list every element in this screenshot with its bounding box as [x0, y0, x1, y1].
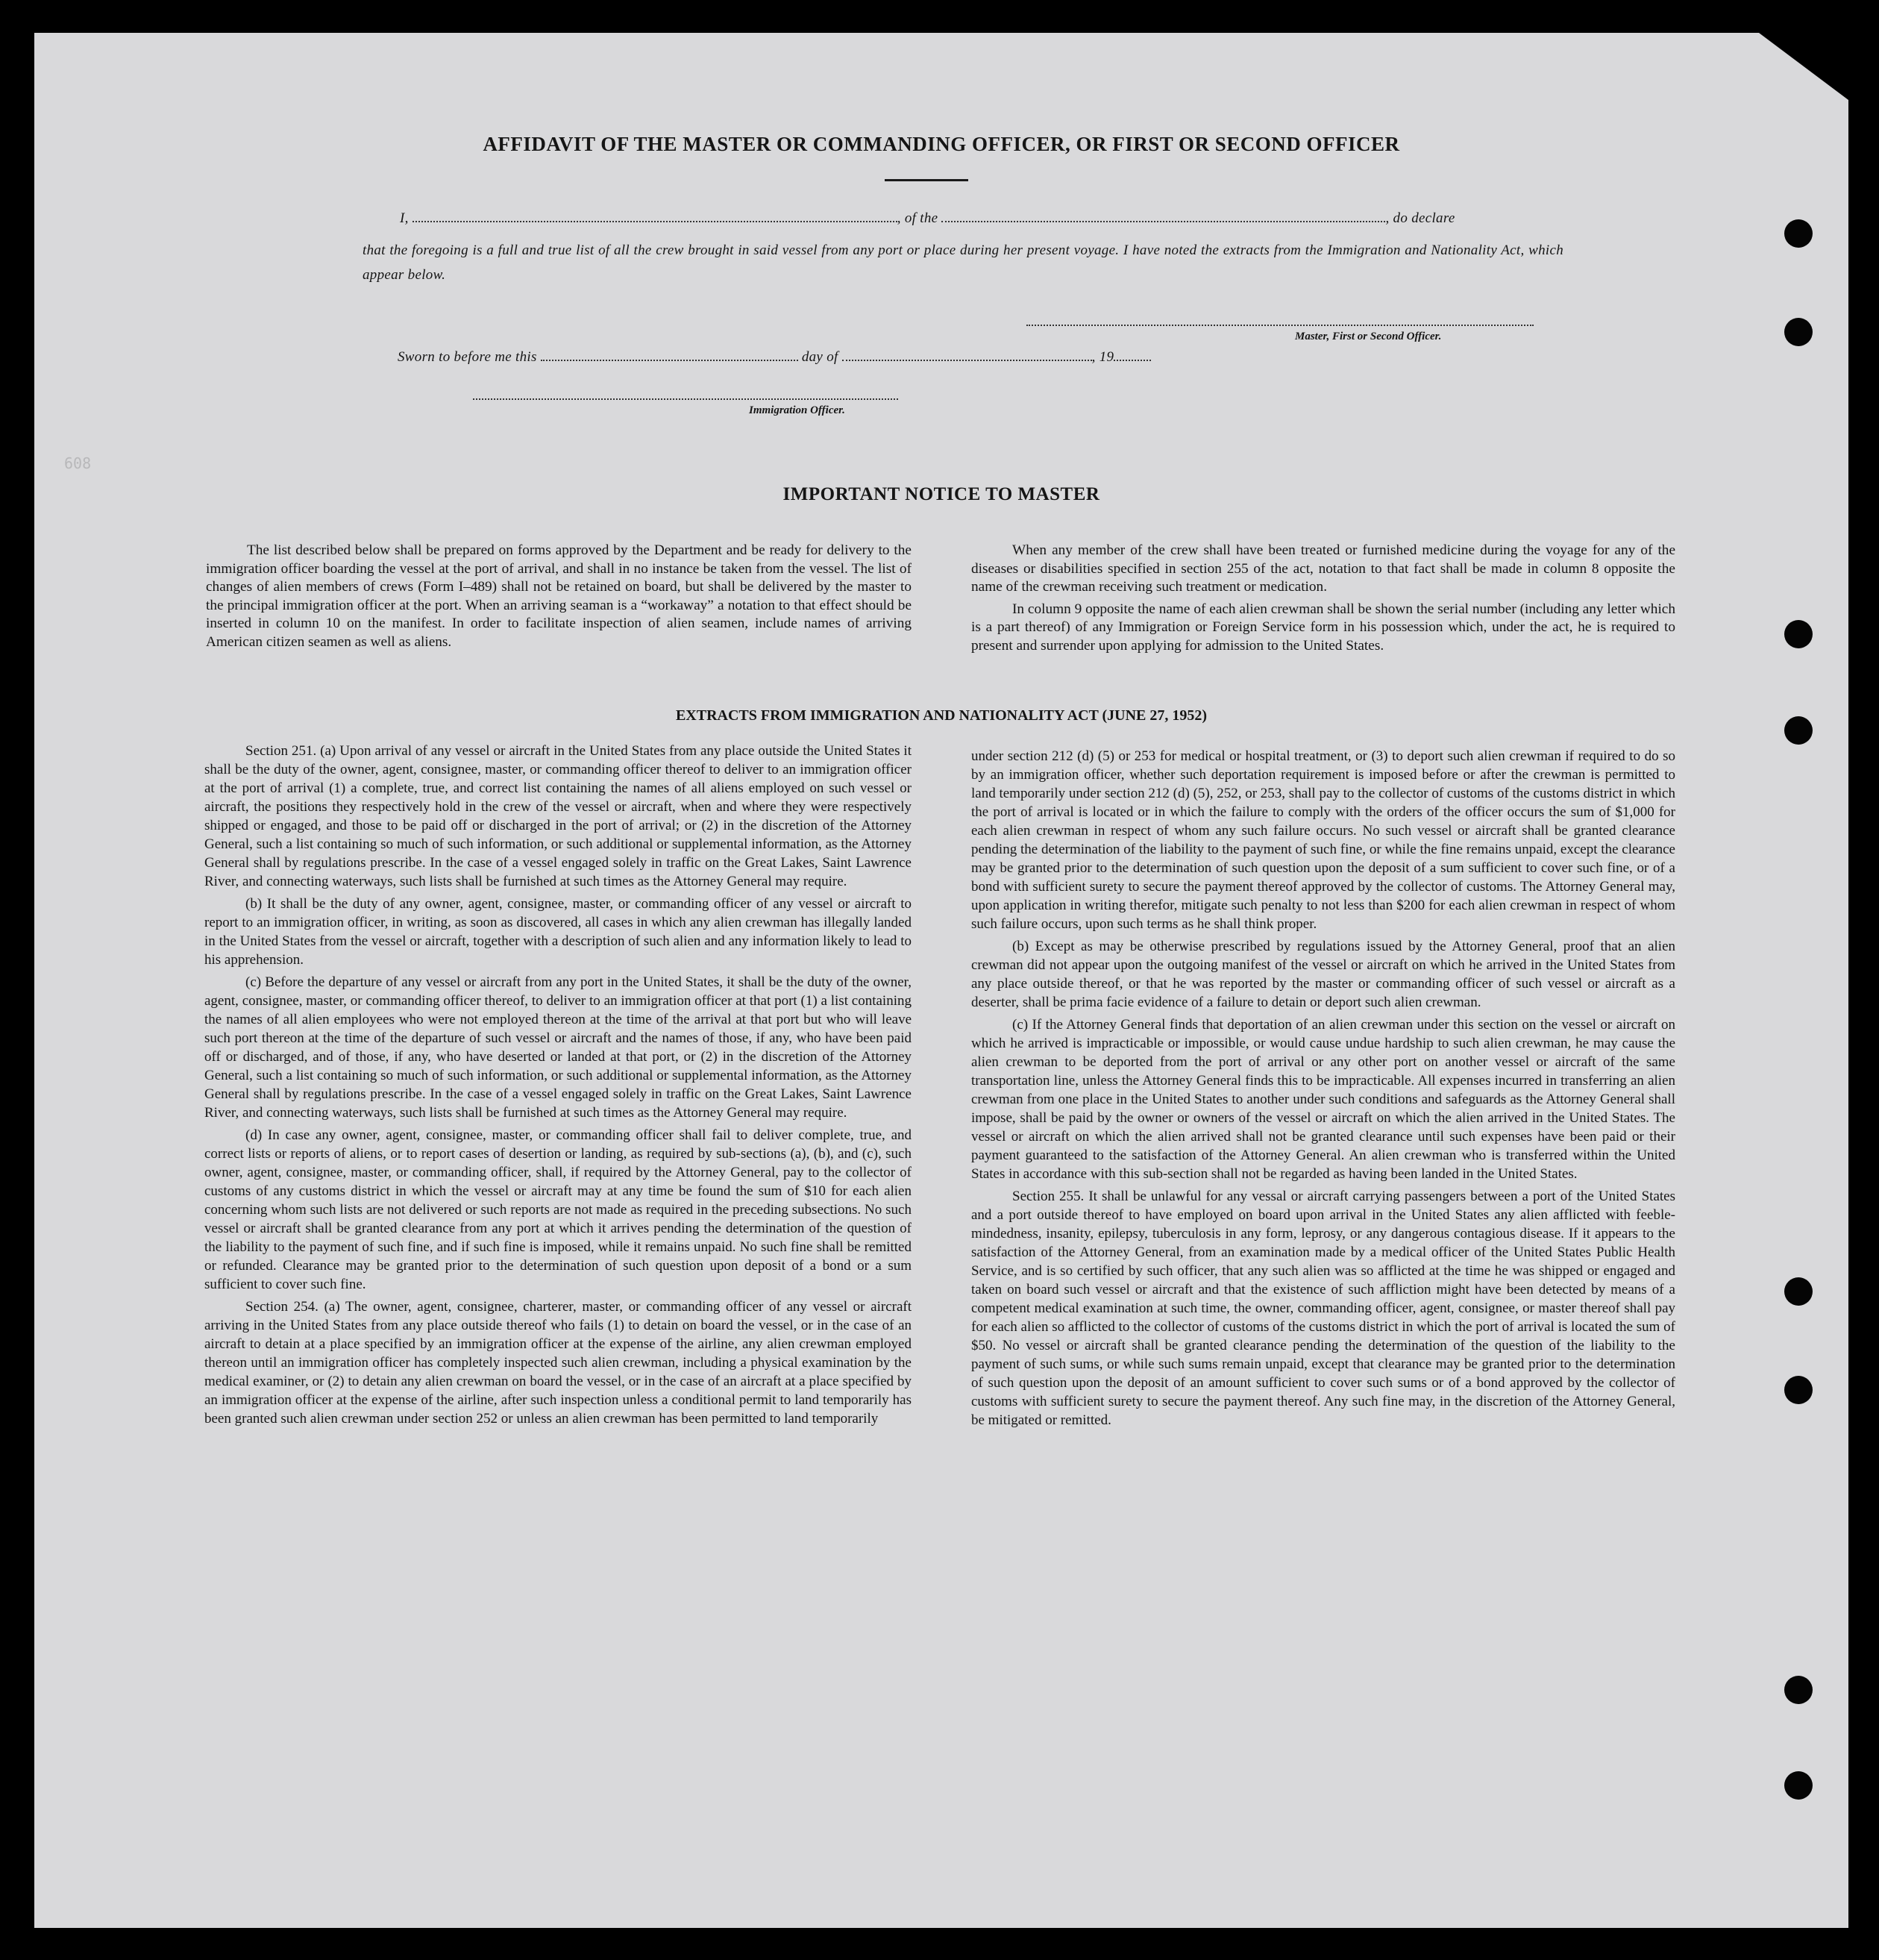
punch-hole — [1784, 219, 1813, 248]
punch-hole — [1784, 318, 1813, 346]
title-underline — [885, 179, 968, 181]
extracts-title: EXTRACTS FROM IMMIGRATION AND NATIONALITY ACT (JUNE 27, 1952) — [675, 707, 1208, 724]
section-251-c: (c) Before the departure of any vessel or aircraft from any port in the United States, it shall be the duty of the owner, agent, consignee, master, or commanding officer thereof, to deliver to an immigration officer at that port (1) a list containing the names of all alien employees who were not employed thereon at the time of the arrival at that port but who will leave such port thereon at the time of the departure of such vessel or aircraft and the names of those, if any, who have been paid off or discharged, and of those, if any, who have deserted or landed at that port, or (2) in the discretion of the Attorney General, such a list containing so much of such information, or such additional or supplemental information, as the Attorney General shall by regulations prescribe. In the case of a vessel engaged solely in traffic on the Great Lakes, Saint Lawrence River, and connecting waterways, such lists shall be furnished at such times as the Attorney General may require. — [204, 974, 912, 1121]
punch-hole — [1784, 1376, 1813, 1404]
master-signature-line[interactable] — [1026, 325, 1534, 326]
year-blank[interactable] — [1114, 351, 1151, 361]
officer-signature-line[interactable] — [473, 398, 898, 400]
notice-left-paragraph: The list described below shall be prepared on forms approved by the Department and be ready for delivery to the immigration officer boarding the vessel at the port of arrival, and shall in no instance be taken from the vessel. The list of changes of alien members of crews (Form I–489) shall not be retained on board, but shall be delivered by the master to the principal immigration officer at the port. When an arriving seaman is a “workaway” a notation to that effect should be inserted in column 10 on the manifest. In order to facilitate inspection of alien seamen, include names of arriving American citizen seamen as well as aliens. — [206, 542, 912, 650]
of-the-label: , of the — [897, 210, 938, 226]
do-declare-label: , do declare — [1385, 210, 1455, 226]
section-255: Section 255. It shall be unlawful for any vessal or aircraft carrying passengers between a port of the United States and a port outside thereof to have employed on board upon arrival in the United States any alien afflicted with feeble-mindedness, insanity, epilepsy, tuberculosis in any form, leprosy, or any dangerous contagious disease. If it appears to the satisfaction of the Attorney General, from an examination made by a medical officer of the United States Public Health Service, and is so certified by such officer, that any such alien was so afflicted at the time he was shipped or engaged and taken on board such vessel or aircraft and that the existence of such affliction might have been detected by means of a competent medical examination at such time, the owner, commanding officer, agent, consignee, or master thereof shall pay for each alien so afflicted to the collector of customs of the customs district in which the port of arrival is located the sum of $50. No vessel or aircraft shall be granted clearance pending the determination of the question of the liability to the payment of such sums, or while such sums remain unpaid, except that clearance may be granted prior to the determination of such question upon the deposit of an amount sufficient to cover such sums or of a bond approved by the collector of customs with sufficient surety to secure the payment thereof. Any such fine may, in the discretion of the Attorney General, be mitigated or remitted. — [971, 1189, 1675, 1428]
name-blank[interactable] — [412, 212, 897, 222]
notice-right-paragraph-1: When any member of the crew shall have been treated or furnished medicine during the voyage for any of the diseases or disabilities specified in section 255 of the act, notation to that fact shall be made in column 8 opposite the name of the crewman receiving such treatment or medication. — [971, 542, 1675, 595]
punch-hole — [1784, 1676, 1813, 1704]
master-signature-label: Master, First or Second Officer. — [1295, 331, 1442, 342]
notice-left-column — [206, 542, 912, 655]
extracts-left-column — [204, 742, 912, 1432]
punch-hole — [1784, 620, 1813, 648]
section-254-a: Section 254. (a) The owner, agent, consignee, charterer, master, or commanding officer of any vessel or aircraft arriving in the United States from any place outside thereof who fails (1) to detain on board the vessel, or in the case of an aircraft to detain at a place specified by an immigration officer at the expense of the airline, any alien crewman employed thereon until an immigration officer has completely inspected such alien crewman, including a physical examination by the medical examiner, or (2) to detain any alien crewman on board the vessel, or in the case of an aircraft at a place specified by an immigration officer at the expense of the airline, after such inspection unless a conditional permit to land temporarily has been granted such alien crewman under section 252 or unless an alien crewman has been permitted to land temporarily — [204, 1299, 912, 1427]
declaration-body: that the foregoing is a full and true list of all the crew brought in said vessel from any port or place during her present voyage. I have noted the extracts from the Immigration and Nationality Act, which appear below. — [363, 242, 1563, 283]
month-blank[interactable] — [842, 351, 1092, 361]
notice-right-column — [971, 542, 1675, 659]
affidavit-title: AFFIDAVIT OF THE MASTER OR COMMANDING OFFICER, OR FIRST OR SECOND OFFICER — [483, 133, 1400, 155]
section-254-c: (c) If the Attorney General finds that deportation of an alien crewman under this section on the vessel or aircraft on which he arrived is impracticable or impossible, or would cause undue hardship to such alien crewman, he may cause the alien crewman to be deported from the port of arrival or any other port on another vessel or aircraft of the same transportation line, unless the Attorney General finds this to be impracticable. All expenses incurred in transferring an alien crewman from one place in the United States to another under such conditions and safeguards as the Attorney General shall impose, shall be paid by the owner or owners of the vessel or aircraft on which the alien arrived in the United States. The vessel or aircraft on which the alien arrived shall not be granted clearance until such expenses have been paid or their payment guaranteed to the satisfaction of the Attorney General. An alien crewman who is transferred within the United States in accordance with this sub-section shall not be regarded as having been landed in the United States. — [971, 1017, 1675, 1182]
i-label: I, — [400, 210, 409, 226]
bleed-through-mark: 608 — [64, 454, 92, 472]
section-254-a-continued: under section 212 (d) (5) or 253 for medical or hospital treatment, or (3) to deport such alien crewman if required to do so by an immigration officer, whether such deportation requirement is imposed before or after the crewman is permitted to land temporarily under section 212 (d) (5), 252, or 253, shall pay to the collector of customs of the customs district in which the port of arrival is located or in which the failure to comply with the orders of the officer occurs the sum of $1,000 for each alien crewman in respect of whom any such failure occurs. No such vessel or aircraft shall be granted clearance pending the determination of the liability to the payment of such fine, or while the fine remains unpaid, except the clearance may be granted prior to the determination of such question upon the deposit of a sum sufficient to cover such fine, or of a bond with sufficient surety to secure the payment thereof approved by the collector of customs. The Attorney General may, upon application in writing therefor, mitigate such penalty to not less than $200 for each alien crewman in respect of whom such failure occurs, upon such terms as he shall think proper. — [971, 748, 1675, 932]
punch-hole — [1784, 1771, 1813, 1800]
day-blank[interactable] — [541, 351, 798, 361]
sworn-label: Sworn to before me this — [398, 349, 537, 365]
section-251-d: (d) In case any owner, agent, consignee, master, or commanding officer shall fail to deliver complete, true, and correct lists or reports of aliens, or to report cases of desertion or landing, as required by sub-sections (a), (b), and (c), such owner, agent, consignee, master, or commanding officer, shall, if required by the Attorney General, pay to the collector of customs of any customs district in which the vessel or aircraft may at any time be found the sum of $10 for each alien concerning whom such lists are not delivered or such reports are not made as required in the preceding subsections. No such vessel or aircraft shall be granted clearance from any port at which it arrives pending the determination of the question of the liability to the payment of such fine, and if such fine is imposed, while it remains unpaid. No such fine shall be remitted or refunded. Clearance may be granted prior to the determination of such question upon deposit of a bond or a sum sufficient to cover such fine. — [204, 1127, 912, 1292]
notice-title: IMPORTANT NOTICE TO MASTER — [782, 484, 1100, 504]
document-page — [34, 33, 1848, 1928]
section-254-b: (b) Except as may be otherwise prescribed by regulations issued by the Attorney General, proof that an alien crewman did not appear upon the outgoing manifest of the vessel or aircraft on which he arrived in the United States from any place outside thereof, or that he was reported by the master or commanding officer of such vessel or aircraft as a deserter, shall be prima facie evidence of a failure to detain or deport such alien crewman. — [971, 939, 1675, 1010]
notice-right-paragraph-2: In column 9 opposite the name of each alien crewman shall be shown the serial number (including any letter which is a part thereof) of any Immigration or Foreign Service form in his possession which, under the act, he is required to present and surrender upon applying for admission to the United States. — [971, 601, 1675, 654]
sworn-line — [398, 349, 1151, 366]
punch-hole — [1784, 1277, 1813, 1306]
torn-corner — [1759, 33, 1848, 100]
day-of-label: day of — [801, 349, 838, 365]
section-251-a: Section 251. (a) Upon arrival of any vessel or aircraft in the United States from any place outside the United States it shall be the duty of the owner, agent, consignee, master, or commanding officer thereof to deliver to an immigration officer at the port of arrival (1) a complete, true, and correct list containing the names of all aliens employed on such vessel or aircraft, the positions they respectively hold in the crew of the vessel or aircraft, when and where they were respectively shipped or engaged, and those to be paid off or discharged in the port of arrival; or (2) in the discretion of the Attorney General, such a list containing so much of such information, or such additional or supplemental information, as the Attorney General shall by regulations prescribe. In the case of a vessel engaged solely in traffic on the Great Lakes, Saint Lawrence River, and connecting waterways, such lists shall be furnished at such times as the Attorney General may require. — [204, 743, 912, 889]
year-label: , 19 — [1091, 349, 1114, 365]
declaration-line — [400, 210, 1563, 227]
section-251-b: (b) It shall be the duty of any owner, agent, consignee, master, or commanding officer of any vessel or aircraft to report to an immigration officer, in writing, as soon as discovered, all cases in which any alien crewman has illegally landed in the United States from the vessel or aircraft, together with a description of such alien and any information likely to lead to his apprehension. — [204, 896, 912, 968]
vessel-blank[interactable] — [941, 212, 1385, 222]
officer-signature-label: Immigration Officer. — [749, 404, 845, 416]
extracts-right-column — [971, 747, 1675, 1433]
